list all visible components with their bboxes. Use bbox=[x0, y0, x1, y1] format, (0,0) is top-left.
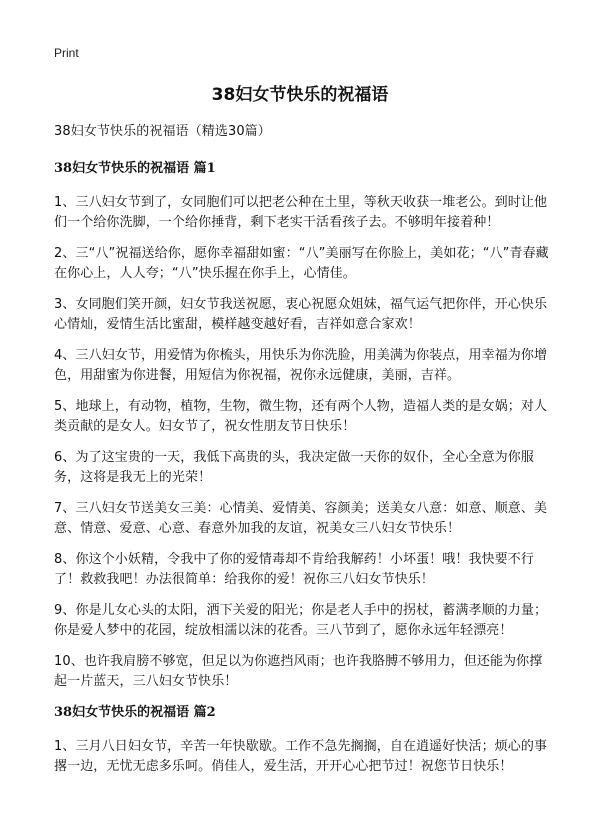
wish-paragraph: 9、你是儿女心头的太阳，洒下关爱的阳光；你是老人手中的拐杖，蓄满孝顺的力量；你是爱人梦中的花园，绽放相濡以沫的花香。三八节到了，愿你永远年轻漂亮！ bbox=[54, 603, 548, 638]
wish-paragraph: 4、三八妇女节，用爱情为你梳头，用快乐为你洗脸，用美满为你装点，用幸福为你增色，用甜蜜为你进餐，用短信为你祝福，祝你永远健康，美丽，吉祥。 bbox=[54, 348, 548, 383]
document-title: 38妇女节快乐的祝福语 bbox=[211, 85, 389, 105]
document-body bbox=[54, 122, 554, 788]
section-2 bbox=[54, 703, 554, 777]
section-heading: 38妇女节快乐的祝福语 篇1 bbox=[54, 161, 216, 176]
wish-paragraph: 7、三八妇女节送美女三美：心情美、爱情美、容颜美；送美女八意：如意、顺意、美意、情意、爱意、心意、春意外加我的友谊，祝美女三八妇女节快乐！ bbox=[54, 501, 548, 536]
wish-paragraph: 2、三“八”祝福送给你，愿你幸福甜如蜜：“八”美丽写在你脸上，美如花；“八”青春藏在你心上，人人夸；“八”快乐握在你手上，心情佳。 bbox=[54, 246, 549, 281]
wish-paragraph: 1、三月八日妇女节，辛苦一年快歇歇。工作不急先搁搁，自在逍遥好快活；烦心的事撂一边，无忧无虑多乐呵。俏佳人，爱生活，开开心心把节过！祝您节日快乐！ bbox=[54, 739, 548, 774]
wish-paragraph: 6、为了这宝贵的一天，我低下高贵的头，我决定做一天你的奴仆，全心全意为你服务，这将是我无上的光荣！ bbox=[54, 450, 534, 485]
wish-paragraph: 5、地球上，有动物，植物，生物，微生物，还有两个人物，造福人类的是女娲；对人类贡献的是女人。妇女节了，祝女性朋友节日快乐！ bbox=[54, 399, 548, 434]
wish-paragraph: 8、你这个小妖精，令我中了你的爱情毒却不肯给我解药！小坏蛋！哦！我快要不行了！救救我吧！办法很简单：给我你的爱！祝你三八妇女节快乐！ bbox=[54, 552, 534, 587]
section-heading: 38妇女节快乐的祝福语 篇2 bbox=[54, 705, 216, 720]
section-1 bbox=[54, 159, 554, 692]
wish-paragraph: 1、三八妇女节到了，女同胞们可以把老公种在土里，等秋天收获一堆老公。到时让他们一个给你洗脚，一个给你捶背，剩下老实干活看孩子去。不够明年接着种！ bbox=[54, 195, 548, 230]
wish-paragraph: 10、也许我肩膀不够宽，但足以为你遮挡风雨；也许我胳膊不够用力，但还能为你撑起一片蓝天，三八妇女节快乐！ bbox=[54, 654, 543, 689]
wish-paragraph: 3、女同胞们笑开颜，妇女节我送祝愿，衷心祝愿众姐妹，福气运气把你伴，开心快乐心情灿，爱情生活比蜜甜，模样越变越好看，吉祥如意合家欢！ bbox=[54, 297, 548, 332]
document-subtitle: 38妇女节快乐的祝福语（精选30篇） bbox=[54, 124, 271, 139]
print-label: Print bbox=[54, 46, 79, 60]
